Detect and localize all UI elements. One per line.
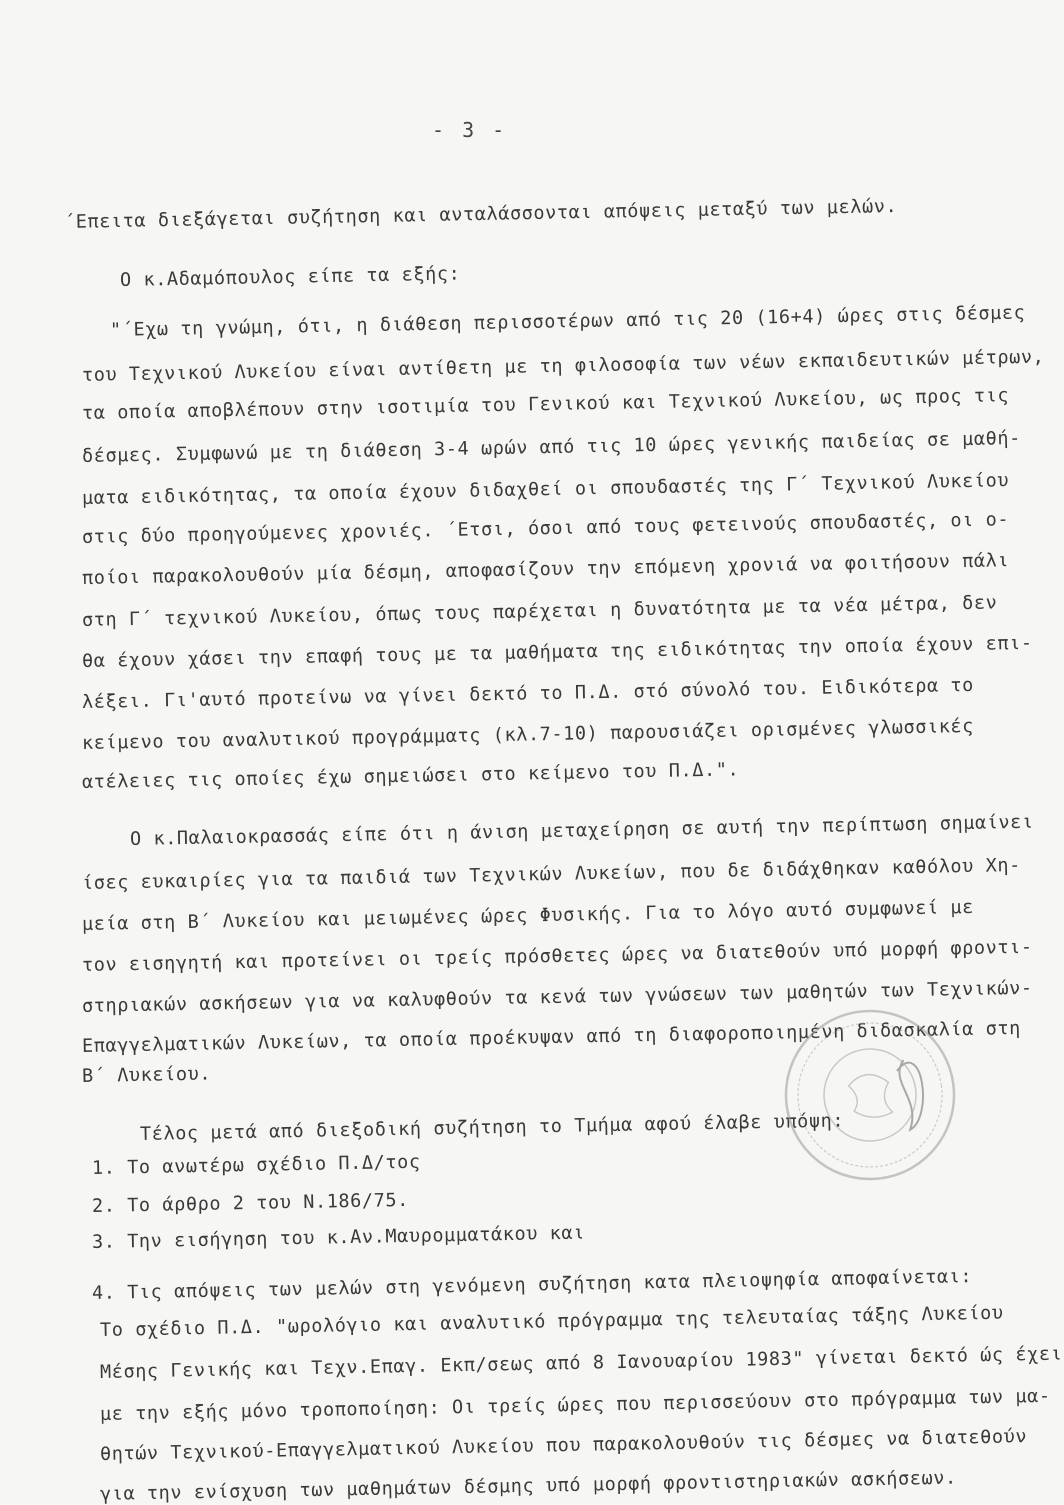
text-line: μεία στη Β΄ Λυκείου και μειωμένες ώρες Φυσικής. Για το λόγο αυτό συμφωνεί με — [81, 896, 975, 935]
text-line: ΄Επειτα διεξάγεται συζήτηση και ανταλάσσονται απόψεις μεταξύ των μελών. — [63, 196, 898, 233]
text-line: ποίοι παρακολουθούν μία δέσμη, αποφασίζουν την επόμενη χρονιά να φοιτήσουν πάλι — [81, 550, 1010, 589]
text-line: για την ενίσχυση των μαθημάτων δέσμης υπό μορφή φροντιστηριακών ασκήσεων. — [99, 1467, 957, 1505]
list-item: 4. Τις απόψεις των μελών στη γενόμενη συζήτηση κατα πλειοψηφία αποφαίνεται: — [91, 1266, 973, 1304]
text-line: με την εξής μόνο τροποποίηση: Οι τρείς ώρες που περισσεύουν στο πρόγραμμα των μα- — [99, 1385, 1051, 1425]
text-line: τον εισηγητή και προτείνει οι τρείς πρόσθετες ώρες να διατεθούν υπό μορφή φροντι- — [81, 936, 1033, 976]
text-line: στηριακών ασκήσεων για να καλυφθούν τα κενά των γνώσεων των μαθητών των Τεχνικών- — [81, 977, 1033, 1017]
text-line: στις δύο προηγούμενες χρονιές. ΄Ετσι, όσοι από τους φετεινούς σπουδαστές, οι ο- — [81, 509, 1010, 548]
text-line: κείμενο του αναλυτικού προγράμματς (κλ.7-10) παρουσιάζει ορισμένες γλωσσικές — [81, 715, 975, 754]
list-item: 2. Το άρθρο 2 του Ν.186/75. — [91, 1189, 410, 1217]
text-line: Μέσης Γενικής και Τεχν.Επαγ. Εκπ/σεως από 8 Ιανουαρίου 1983" γίνεται δεκτό ώς έχει — [99, 1343, 1063, 1383]
text-line: του Τεχνικού Λυκείου είναι αντίθετη με τη φιλοσοφία των νέων εκπαιδευτικών μέτρων, — [81, 346, 1045, 386]
text-line: ατέλειες τις οποίες έχω σημειώσει στο κείμενο του Π.Δ.". — [81, 759, 740, 793]
official-stamp-icon — [768, 993, 971, 1196]
text-line: Επαγγελματικών Λυκείων, τα οποία προέκυψαν από τη διαφοροποιημένη διδασκαλία στη — [81, 1017, 1022, 1057]
text-line: ίσες ευκαιρίες για τα παιδιά των Τεχνικών Λυκείων, που δε διδάχθηκαν καθόλου Χη- — [81, 854, 1022, 894]
page-number: - 3 - — [432, 118, 508, 142]
text-line: Τέλος μετά από διεξοδική συζήτηση το Τμήμα αφού έλαβε υπόψη: — [139, 1110, 845, 1145]
text-line: θητών Τεχνικού-Επαγγελματικού Λυκείου που παρακολουθούν τις δέσμες να διατεθούν — [99, 1426, 1028, 1465]
text-line: δέσμες. Συμφωνώ με τη διάθεση 3-4 ωρών από τις 10 ώρες γενικής παιδείας σε μαθή- — [81, 427, 1022, 467]
text-line: Το σχέδιο Π.Δ. "ωρολόγιο και αναλυτικό πρόγραμμα της τελευταίας τάξης Λυκείου — [99, 1302, 1004, 1341]
text-line: Ο κ.Παλαιοκρασσάς είπε ότι η άνιση μεταχείρηση σε αυτή την περίπτωση σημαίνει — [129, 811, 1034, 850]
text-line: στη Γ΄ τεχνικού Λυκείου, όπως τους παρέχεται η δυνατότητα με τα νέα μέτρα, δεν — [81, 592, 998, 631]
text-line: ματα ειδικότητας, τα οποία έχουν διδαχθεί οι σπουδαστές της Γ΄ Τεχνικού Λυκείου — [81, 470, 1010, 509]
text-line: θα έχουν χάσει την επαφή τους με τα μαθήματα της ειδικότητας την οποία έχουν επι- — [81, 632, 1033, 672]
text-line: λέξει. Γι'αυτό προτείνω να γίνει δεκτό το Π.Δ. στό σύνολό του. Ειδικότερα το — [81, 674, 975, 713]
list-item: 1. Το ανωτέρω σχέδιο Π.Δ/τος — [91, 1151, 421, 1179]
list-item: 3. Την εισήγηση του κ.Αν.Μαυρομματάκου και — [91, 1222, 586, 1253]
text-line: Ο κ.Αδαμόπουλος είπε τα εξής: — [119, 263, 461, 291]
text-line: τα οποία αποβλέπουν στην ισοτιμία του Γενικού και Τεχνικού Λυκείου, ως προς τις — [81, 385, 1010, 424]
text-line: Β΄ Λυκείου. — [81, 1063, 212, 1087]
text-line: "΄Εχω τη γνώμη, ότι, η διάθεση περισσοτέρων από τις 20 (16+4) ώρες στις δέσμες — [109, 302, 1026, 341]
